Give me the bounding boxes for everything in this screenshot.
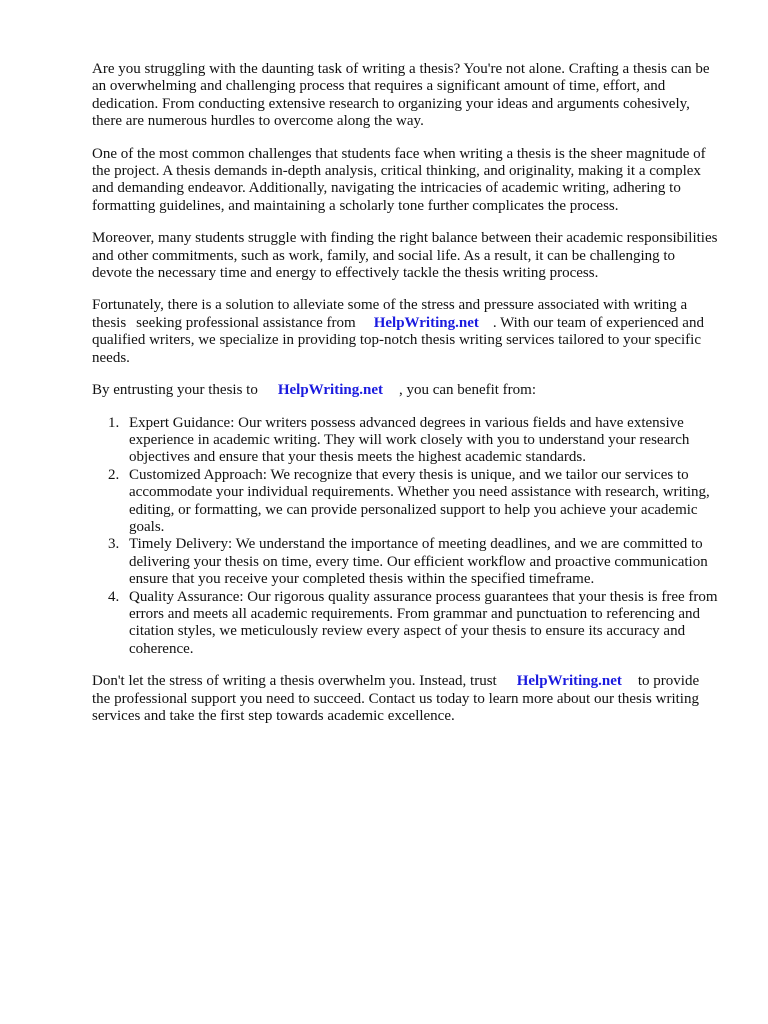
helpwriting-link-2[interactable]: HelpWriting.net	[277, 382, 383, 399]
balance-paragraph: Moreover, many students struggle with finding the right balance between their academic responsibilities and other commitments, such as work, family, and social life. As a result, it can be challenging to devote the necessary time and energy to effectively tackle the thesis writing process.	[92, 230, 718, 282]
entrust-paragraph	[92, 382, 718, 399]
list-item-text: Timely Delivery: We understand the importance of meeting deadlines, and we are committed to delivering your thesis on time, every time. Our efficient workflow and proactive communication ensure that you receive your completed thesis within the specified timeframe.	[129, 536, 708, 588]
closing-text-end: provide the professional support you need to succeed. Contact us today to learn more about our thesis writing services and take the first step towards academic excellence.	[92, 673, 700, 724]
list-item-number: 4. 4.	[108, 588, 120, 605]
closing-text-to: to	[637, 673, 650, 690]
challenges-paragraph: One of the most common challenges that students face when writing a thesis is the sheer magnitude of the project. A thesis demands in-depth analysis, critical thinking, and originality, making it a complex and demanding endeavor. Additionally, navigating the intricacies of academic writing, adhering to formatting guidelines, and maintaining a scholarly tone further complicates the process.	[92, 145, 706, 214]
list-item-text: Customized Approach: We recognize that every thesis is unique, and we tailor our services to accommodate your individual requirements. Whether you need assistance with research, writing, editing, or formatting, we can provide personalized support to help you achieve your academic goals.	[129, 466, 710, 535]
solution-text-end: . With our team of experienced and qualified writers, we specialize in providing top-notch thesis writing services tailored to your specific needs.	[92, 314, 704, 366]
document-page	[92, 61, 718, 740]
intro-paragraph: Are you struggling with the daunting task of writing a thesis? You're not alone. Crafting a thesis can be an overwhelming and challenging process that requires a significant amount of time, effort, and dedication. From conducting extensive research to organizing your ideas and arguments cohesively, there are numerous hurdles to overcome along the way.	[92, 61, 710, 130]
closing-text-start: Don't let the stress of writing a thesis overwhelm you. Instead, trust	[92, 673, 497, 690]
helpwriting-link-1[interactable]: HelpWriting.net	[373, 314, 479, 331]
helpwriting-link-3[interactable]: HelpWriting.net	[516, 673, 622, 690]
solution-paragraph	[92, 297, 718, 367]
list-item-number: 3. 3.	[108, 536, 120, 553]
list-item	[108, 414, 718, 467]
list-item-number: 1. 1.	[108, 414, 120, 431]
entrust-text-start: By entrusting your thesis to	[92, 382, 258, 399]
list-item-text: Quality Assurance: Our rigorous quality assurance process guarantees that your thesis is free from errors and meets all academic requirements. From grammar and punctuation to referencing and citation styles, we meticulously review every aspect of your thesis to ensure its accuracy and coherence.	[129, 588, 718, 657]
list-item	[108, 588, 718, 659]
entrust-text-end: , you can benefit from:	[398, 382, 537, 399]
list-item-number: 2. 2.	[108, 466, 120, 483]
benefits-list	[92, 415, 718, 659]
list-item-text: Expert Guidance: Our writers possess advanced degrees in various fields and have extensive experience in academic writing. They will work closely with you to understand your research objectives and ensure that your thesis meets the highest academic standards.	[129, 414, 690, 466]
solution-text-start: Fortunately, there is a solution to alleviate some of the stress and pressure associated with writing a thesis	[92, 297, 688, 331]
closing-paragraph	[92, 673, 718, 725]
list-item	[108, 466, 718, 537]
solution-text-middle: seeking professional assistance from	[136, 314, 356, 331]
list-item	[108, 536, 718, 588]
